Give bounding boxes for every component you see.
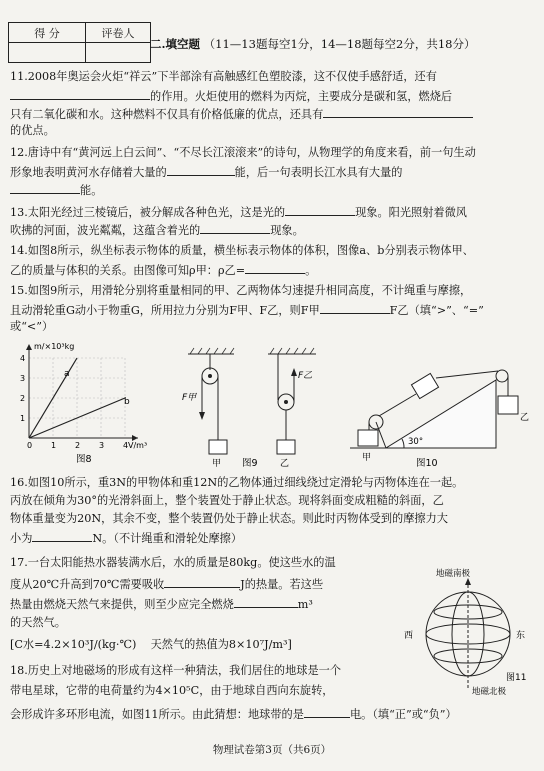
fig9-ceiling-right-hatch xyxy=(270,348,314,354)
fig8-grid xyxy=(29,358,125,438)
q17-line2 xyxy=(10,576,390,592)
q17-line1: 17.一台太阳能热水器装满水后，水的质量是80kg。使这些水的温 xyxy=(10,556,336,569)
section-heading xyxy=(150,36,475,52)
q17-line4: 的天然气。 xyxy=(10,616,66,629)
q16-line1: 16.如图10所示，重3N的甲物体和重12N的乙物体通过细线绕过定滑轮与丙物体连在一起。 xyxy=(10,476,464,489)
fig11-south-label: 地磁北极 xyxy=(472,687,507,697)
q17-blank-2[interactable] xyxy=(234,596,298,608)
q15-line1: 15.如图9所示，用滑轮分别将重量相同的甲、乙两物体匀速提升相同高度，不计绳重与摩擦， xyxy=(10,284,472,297)
q14-line2 xyxy=(10,262,534,278)
fig10-caption: 图10 xyxy=(416,458,438,469)
q16-line4-text-a: 小为 xyxy=(10,532,33,545)
q12-blank-1[interactable] xyxy=(167,164,235,176)
q13-line2 xyxy=(10,222,534,238)
score-cell-label: 得 分 xyxy=(9,23,86,43)
section-note: （11—13题每空1分，14—18题每空2分，共18分） xyxy=(203,37,476,51)
q11-line3-text: 只有二氧化碳和水。这种燃料不仅具有价格低廉的优点，还具有 xyxy=(10,108,324,121)
fig8-ytick-label: 4 xyxy=(20,354,26,363)
figure-8-graph xyxy=(14,340,154,468)
fig8-xtick-label: 0 xyxy=(27,441,33,450)
q16-line4-text-b: N。（不计绳重和滑轮处摩擦） xyxy=(92,532,243,545)
fig8-y-arrow xyxy=(26,344,32,350)
q18-line3 xyxy=(10,706,534,722)
q17-line3-unit: m³ xyxy=(297,598,313,611)
fig11-north-label: 地磁南极 xyxy=(436,569,471,579)
fig8-xtick-label: 4 xyxy=(123,441,129,450)
q11-line1: 11.2008年奥运会火炬“祥云”下半部涂有高触感红色塑胶漆，这不仅使手感舒适，还有 xyxy=(10,70,437,83)
fig10-block-jia xyxy=(358,430,378,446)
q12-line2 xyxy=(10,164,534,180)
q17-blank-1[interactable] xyxy=(164,576,240,588)
q17-line3-text-a: 热量由燃烧天然气来提供，则至少应完全燃烧 xyxy=(10,598,234,611)
fig10-rope-right xyxy=(436,371,498,378)
fig8-ytick-label: 1 xyxy=(20,414,26,423)
fig8-xtick-label: 3 xyxy=(99,441,105,450)
q17-line3 xyxy=(10,596,390,612)
q16-line4 xyxy=(10,530,534,546)
q13-line2-text-a: 吹拂的河面，波光粼粼，这蕴含着光的 xyxy=(10,224,201,237)
score-cell[interactable] xyxy=(9,43,86,63)
section-title: 二.填空题 xyxy=(150,37,201,51)
fig9-block-jia xyxy=(209,440,227,454)
q18-blank[interactable] xyxy=(304,706,350,718)
fig9-ceiling-left-hatch xyxy=(190,348,234,354)
q16-blank[interactable] xyxy=(32,530,92,542)
fig9-jia-label: 甲 xyxy=(212,459,222,469)
q17-line5-text-a: [C水=4.2×10³J/(kg·℃) xyxy=(10,638,137,651)
fig8-line-b-label: b xyxy=(124,397,130,407)
fig10-top-pulley xyxy=(496,370,508,382)
q14-line2-end: 。 xyxy=(305,264,317,277)
q18-line3-text-b: 电。（填“正”或“负”） xyxy=(349,708,457,721)
q13-blank-1[interactable] xyxy=(285,204,355,216)
grader-cell[interactable] xyxy=(86,43,151,63)
fig9-arrow-f-jia xyxy=(199,412,205,420)
q16-line2: 丙放在倾角为30°的光滑斜面上，整个装置处于静止状态。现将斜面变成粗糙的斜面，乙 xyxy=(10,494,444,507)
q17-line2-text-a: 度从20℃升高到70℃需要吸收 xyxy=(10,578,165,591)
q15-line3: 或“<”） xyxy=(10,320,54,333)
q13-line1 xyxy=(10,204,534,220)
fig10-jia-label: 甲 xyxy=(362,453,372,463)
fig11-west-label: 西 xyxy=(404,631,414,641)
q14-line2-text: 乙的质量与体积的关系。由图像可知ρ甲：ρ乙= xyxy=(10,264,246,277)
fig9-movable-pulley-center xyxy=(284,400,288,404)
fig9-arrow-f-yi xyxy=(291,368,297,376)
fig10-angle-label: 30° xyxy=(408,437,424,447)
fig8-caption: 图8 xyxy=(76,454,92,465)
fig8-ytick-label: 3 xyxy=(20,374,26,383)
grader-cell-label: 评卷人 xyxy=(86,23,151,43)
q12-line1: 12.唐诗中有“黄河远上白云间”、“不尽长江滚滚来”的诗句，从物理学的角度来看，前一句生动 xyxy=(10,146,476,159)
fig10-incline xyxy=(386,380,496,448)
q18-line1: 18.历史上对地磁场的形成有这样一种猜法，我们居住的地球是一个 xyxy=(10,664,342,677)
fig9-f-jia-label: F甲 xyxy=(182,393,197,403)
fig9-fixed-pulley-center xyxy=(208,374,212,378)
fig8-yticks xyxy=(20,354,25,423)
fig9-block-yi xyxy=(277,440,295,454)
q11-line4: 的优点。 xyxy=(10,124,55,137)
q15-line2 xyxy=(10,302,534,318)
q11-line3 xyxy=(10,106,534,122)
q11-blank-1[interactable] xyxy=(10,88,150,100)
fig9-caption: 图9 xyxy=(242,458,258,469)
q17-line2-text-b: J的热量。若这些 xyxy=(240,578,324,591)
fig10-block-yi xyxy=(498,396,518,414)
q13-line1-text-a: 13.太阳光经过三棱镜后，被分解成各种色光，这是光的 xyxy=(10,206,286,219)
page-footer: 物理试卷第3页（共6页） xyxy=(212,744,332,756)
q13-blank-2[interactable] xyxy=(200,222,270,234)
score-table xyxy=(8,22,151,63)
q16-line3: 物体重量变为20N，其余不变，整个装置仍处于静止状态。则此时丙物体受到的摩擦力大 xyxy=(10,512,448,525)
q12-line2-text-a: 形象地表明黄河水存储着大量的 xyxy=(10,166,167,179)
fig8-xtick-label: 2 xyxy=(75,441,81,450)
q14-blank[interactable] xyxy=(245,262,305,274)
fig9-yi-label: 乙 xyxy=(280,459,290,469)
q13-line1-text-b: 现象。阳光照射着微风 xyxy=(355,206,467,219)
figure-9-pulleys xyxy=(168,342,338,472)
figure-11-globe xyxy=(398,568,538,698)
fig11-east-label: 东 xyxy=(516,631,526,641)
q11-line2 xyxy=(10,88,534,104)
fig9-f-yi-label: F乙 xyxy=(298,371,313,381)
q12-blank-2[interactable] xyxy=(10,182,80,194)
fig8-xlabel: V/m³ xyxy=(128,441,148,450)
q12-line3 xyxy=(10,182,534,198)
fig8-ylabel: m/×10³kg xyxy=(34,342,75,351)
q18-line2: 带电星球，它带的电荷量约为4×10⁵C，由于地球自西向东旋转， xyxy=(10,684,334,697)
q13-line2-text-b: 现象。 xyxy=(270,224,304,237)
fig11-caption: 图11 xyxy=(506,673,527,683)
q14-line1: 14.如图8所示，纵坐标表示物体的质量，横坐标表示物体的体积，图像a、b分别表示物体甲、 xyxy=(10,244,474,257)
fig8-ytick-label: 2 xyxy=(20,394,26,403)
fig8-line-a-label: a xyxy=(64,369,70,379)
fig10-yi-label: 乙 xyxy=(520,413,530,423)
figure-10-incline xyxy=(346,340,536,472)
q15-line2-text-a: 且动滑轮重G动小于物重G，所用拉力分别为F甲、F乙，则F甲 xyxy=(10,304,320,317)
fig10-rope-left xyxy=(379,394,416,416)
q17-line5-text-b: 天然气的热值为8×10⁷J/m³] xyxy=(150,638,292,651)
fig11-axis-arrow xyxy=(465,578,471,585)
q12-line2-text-b: 能，后一句表明长江水具有大量的 xyxy=(234,166,403,179)
fig8-xtick-label: 1 xyxy=(51,441,57,450)
fig8-xticks xyxy=(27,441,128,450)
q15-blank[interactable] xyxy=(320,302,390,314)
q18-line3-text-a: 会形成许多环形电流，如图11所示。由此猜想：地球带的是 xyxy=(10,708,304,721)
q15-line2-text-b: F乙（填“>”、“=” xyxy=(389,304,484,317)
q17-line5 xyxy=(10,638,390,652)
q11-line2-text: 的作用。火炬使用的燃料为丙烷，主要成分是碳和氢，燃烧后 xyxy=(150,90,453,103)
q11-blank-2[interactable] xyxy=(323,106,473,118)
q12-line3-text: 能。 xyxy=(80,184,103,197)
